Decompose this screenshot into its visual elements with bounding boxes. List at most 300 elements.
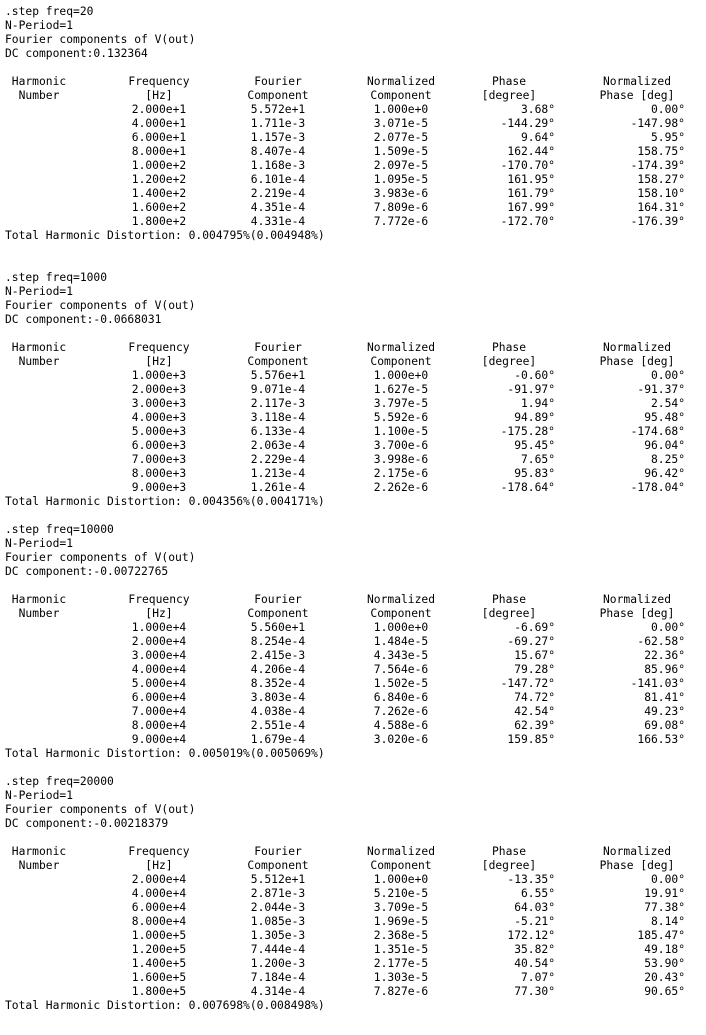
- n-period-line: N-Period=1: [5, 537, 74, 550]
- cell-four: 2.044e-3: [250, 901, 306, 914]
- cell-nph: -174.39°: [630, 159, 685, 172]
- header-four: Fourier: [254, 593, 302, 606]
- cell-freq: 1.200e+5: [131, 943, 187, 956]
- cell-four: 1.157e-3: [250, 131, 306, 144]
- cell-norm: 5.592e-6: [373, 411, 429, 424]
- header-num: Harmonic: [11, 75, 67, 88]
- cell-freq: 6.000e+4: [131, 901, 187, 914]
- cell-nph: 53.90°: [644, 957, 685, 970]
- table-row: [5, 131, 705, 145]
- table-row: [5, 187, 705, 201]
- header-freq: Frequency: [128, 341, 190, 354]
- header-num: Number: [18, 89, 60, 102]
- cell-nph: 2.54°: [650, 397, 685, 410]
- cell-four: 9.071e-4: [250, 383, 306, 396]
- cell-nph: -176.39°: [630, 215, 685, 228]
- cell-nph: 69.08°: [644, 719, 685, 732]
- dc-component-line: DC component:-0.0668031: [5, 313, 162, 326]
- cell-ph: 94.89°: [514, 411, 555, 424]
- cell-ph: -13.35°: [507, 873, 555, 886]
- table-row: [5, 481, 705, 495]
- header-nph: Phase [deg]: [599, 89, 675, 102]
- header-four: Fourier: [254, 845, 302, 858]
- n-period-line: N-Period=1: [5, 789, 74, 802]
- cell-ph: 79.28°: [514, 663, 555, 676]
- step-section: [5, 271, 705, 523]
- spacer: [5, 831, 705, 845]
- cell-norm: 1.509e-5: [373, 145, 429, 158]
- cell-nph: 0.00°: [650, 369, 685, 382]
- cell-four: 2.229e-4: [250, 453, 306, 466]
- cell-ph: 3.68°: [520, 103, 555, 116]
- table-row: [5, 677, 705, 691]
- cell-norm: 1.502e-5: [373, 677, 429, 690]
- cell-norm: 1.627e-5: [373, 383, 429, 396]
- header-freq: [Hz]: [145, 355, 173, 368]
- cell-ph: 161.95°: [507, 173, 555, 186]
- header-nph: Normalized: [602, 593, 671, 606]
- cell-norm: 2.097e-5: [373, 159, 429, 172]
- cell-four: 1.213e-4: [250, 467, 306, 480]
- cell-four: 2.871e-3: [250, 887, 306, 900]
- cell-nph: 0.00°: [650, 103, 685, 116]
- header-norm: Normalized: [366, 593, 435, 606]
- table-row: [5, 929, 705, 943]
- cell-four: 3.118e-4: [250, 411, 306, 424]
- cell-ph: 95.83°: [514, 467, 555, 480]
- cell-four: 6.101e-4: [250, 173, 306, 186]
- table-header-row: [5, 341, 705, 355]
- table-row: [5, 663, 705, 677]
- header-nph: Normalized: [602, 341, 671, 354]
- cell-nph: 96.04°: [644, 439, 685, 452]
- spacer: [5, 509, 705, 523]
- cell-freq: 4.000e+4: [131, 663, 187, 676]
- cell-norm: 2.368e-5: [373, 929, 429, 942]
- header-four: Component: [247, 89, 309, 102]
- header-num: Number: [18, 859, 60, 872]
- cell-four: 2.219e-4: [250, 187, 306, 200]
- cell-four: 5.576e+1: [250, 369, 306, 382]
- cell-four: 8.352e-4: [250, 677, 306, 690]
- cell-norm: 5.210e-5: [373, 887, 429, 900]
- header-norm: Component: [370, 859, 432, 872]
- cell-freq: 6.000e+1: [131, 131, 187, 144]
- cell-ph: 167.99°: [507, 201, 555, 214]
- cell-norm: 1.000e+0: [373, 369, 429, 382]
- cell-nph: 8.14°: [650, 915, 685, 928]
- cell-ph: 6.55°: [520, 887, 555, 900]
- cell-four: 1.168e-3: [250, 159, 306, 172]
- cell-nph: -178.04°: [630, 481, 685, 494]
- table-row: [5, 985, 705, 999]
- cell-four: 4.351e-4: [250, 201, 306, 214]
- cell-freq: 8.000e+3: [131, 467, 187, 480]
- cell-norm: 1.484e-5: [373, 635, 429, 648]
- cell-freq: 2.000e+4: [131, 873, 187, 886]
- header-nph: Phase [deg]: [599, 607, 675, 620]
- cell-freq: 2.000e+3: [131, 383, 187, 396]
- table-row: [5, 159, 705, 173]
- table-row: [5, 425, 705, 439]
- cell-norm: 2.262e-6: [373, 481, 429, 494]
- cell-freq: 7.000e+3: [131, 453, 187, 466]
- step-line: .step freq=20000: [5, 775, 114, 788]
- header-norm: Normalized: [366, 845, 435, 858]
- thd-line: Total Harmonic Distortion: 0.007698%(0.008498%): [5, 999, 325, 1012]
- table-row: [5, 971, 705, 985]
- cell-nph: 90.65°: [644, 985, 685, 998]
- n-period-line: N-Period=1: [5, 19, 74, 32]
- cell-freq: 1.200e+2: [131, 173, 187, 186]
- header-freq: [Hz]: [145, 89, 173, 102]
- cell-freq: 4.000e+1: [131, 117, 187, 130]
- header-four: Component: [247, 859, 309, 872]
- cell-four: 4.331e-4: [250, 215, 306, 228]
- cell-nph: 8.25°: [650, 453, 685, 466]
- header-freq: [Hz]: [145, 607, 173, 620]
- header-ph: Phase: [491, 845, 526, 858]
- cell-ph: -172.70°: [500, 215, 555, 228]
- cell-four: 5.512e+1: [250, 873, 306, 886]
- cell-nph: 20.43°: [644, 971, 685, 984]
- cell-nph: 0.00°: [650, 621, 685, 634]
- cell-nph: 19.91°: [644, 887, 685, 900]
- header-ph: [degree]: [481, 859, 537, 872]
- table-header-row: [5, 75, 705, 89]
- header-four: Fourier: [254, 75, 302, 88]
- cell-freq: 5.000e+4: [131, 677, 187, 690]
- table-row: [5, 201, 705, 215]
- cell-freq: 5.000e+3: [131, 425, 187, 438]
- thd-line: Total Harmonic Distortion: 0.005019%(0.005069%): [5, 747, 325, 760]
- cell-nph: 158.27°: [637, 173, 685, 186]
- fourier-output-log: [5, 5, 705, 1013]
- fourier-title-line: Fourier components of V(out): [5, 299, 196, 312]
- cell-freq: 2.000e+4: [131, 635, 187, 648]
- fourier-title-line: Fourier components of V(out): [5, 803, 196, 816]
- header-norm: Normalized: [366, 341, 435, 354]
- cell-four: 1.200e-3: [250, 957, 306, 970]
- header-nph: Normalized: [602, 75, 671, 88]
- cell-freq: 9.000e+4: [131, 733, 187, 746]
- table-row: [5, 383, 705, 397]
- cell-freq: 4.000e+3: [131, 411, 187, 424]
- table-row: [5, 943, 705, 957]
- step-line: .step freq=10000: [5, 523, 114, 536]
- cell-norm: 7.827e-6: [373, 985, 429, 998]
- table-row: [5, 117, 705, 131]
- thd-line: Total Harmonic Distortion: 0.004356%(0.004171%): [5, 495, 325, 508]
- cell-nph: 166.53°: [637, 733, 685, 746]
- step-line: .step freq=20: [5, 5, 94, 18]
- header-norm: Component: [370, 355, 432, 368]
- table-row: [5, 467, 705, 481]
- cell-norm: 3.071e-5: [373, 117, 429, 130]
- spacer: [5, 61, 705, 75]
- table-row: [5, 957, 705, 971]
- header-ph: [degree]: [481, 89, 537, 102]
- table-header-row: [5, 859, 705, 873]
- cell-freq: 1.400e+5: [131, 957, 187, 970]
- cell-norm: 1.351e-5: [373, 943, 429, 956]
- header-norm: Component: [370, 607, 432, 620]
- cell-norm: 1.095e-5: [373, 173, 429, 186]
- cell-norm: 3.797e-5: [373, 397, 429, 410]
- header-nph: Phase [deg]: [599, 355, 675, 368]
- table-row: [5, 453, 705, 467]
- dc-component-line: DC component:0.132364: [5, 47, 148, 60]
- cell-freq: 8.000e+1: [131, 145, 187, 158]
- table-header-row: [5, 355, 705, 369]
- table-header-row: [5, 593, 705, 607]
- cell-norm: 4.343e-5: [373, 649, 429, 662]
- cell-freq: 4.000e+4: [131, 887, 187, 900]
- cell-freq: 1.400e+2: [131, 187, 187, 200]
- cell-norm: 2.175e-6: [373, 467, 429, 480]
- cell-four: 7.444e-4: [250, 943, 306, 956]
- header-nph: Normalized: [602, 845, 671, 858]
- cell-ph: -144.29°: [500, 117, 555, 130]
- cell-four: 4.206e-4: [250, 663, 306, 676]
- header-freq: Frequency: [128, 75, 190, 88]
- table-row: [5, 649, 705, 663]
- header-norm: Normalized: [366, 75, 435, 88]
- cell-nph: 158.10°: [637, 187, 685, 200]
- dc-component-line: DC component:-0.00722765: [5, 565, 169, 578]
- table-row: [5, 145, 705, 159]
- table-row: [5, 915, 705, 929]
- cell-freq: 1.000e+4: [131, 621, 187, 634]
- cell-nph: -141.03°: [630, 677, 685, 690]
- cell-nph: -174.68°: [630, 425, 685, 438]
- cell-nph: 164.31°: [637, 201, 685, 214]
- cell-ph: -6.69°: [514, 621, 555, 634]
- header-ph: [degree]: [481, 355, 537, 368]
- cell-norm: 4.588e-6: [373, 719, 429, 732]
- cell-four: 5.560e+1: [250, 621, 306, 634]
- cell-norm: 1.303e-5: [373, 971, 429, 984]
- cell-norm: 3.983e-6: [373, 187, 429, 200]
- cell-ph: -5.21°: [514, 915, 555, 928]
- cell-ph: 35.82°: [514, 943, 555, 956]
- cell-norm: 3.700e-6: [373, 439, 429, 452]
- cell-freq: 3.000e+4: [131, 649, 187, 662]
- cell-freq: 1.800e+2: [131, 215, 187, 228]
- cell-nph: -147.98°: [630, 117, 685, 130]
- thd-line: Total Harmonic Distortion: 0.004795%(0.004948%): [5, 229, 325, 242]
- cell-ph: 161.79°: [507, 187, 555, 200]
- step-section: [5, 5, 705, 271]
- cell-freq: 3.000e+3: [131, 397, 187, 410]
- cell-four: 1.679e-4: [250, 733, 306, 746]
- cell-four: 8.254e-4: [250, 635, 306, 648]
- cell-nph: 185.47°: [637, 929, 685, 942]
- cell-freq: 1.600e+2: [131, 201, 187, 214]
- cell-four: 5.572e+1: [250, 103, 306, 116]
- cell-nph: 0.00°: [650, 873, 685, 886]
- table-row: [5, 635, 705, 649]
- cell-nph: -91.37°: [637, 383, 685, 396]
- table-row: [5, 173, 705, 187]
- cell-four: 4.038e-4: [250, 705, 306, 718]
- header-ph: Phase: [491, 75, 526, 88]
- cell-nph: -62.58°: [637, 635, 685, 648]
- header-four: Component: [247, 607, 309, 620]
- cell-norm: 7.564e-6: [373, 663, 429, 676]
- cell-ph: 15.67°: [514, 649, 555, 662]
- cell-freq: 7.000e+4: [131, 705, 187, 718]
- header-num: Number: [18, 607, 60, 620]
- table-row: [5, 901, 705, 915]
- table-header-row: [5, 89, 705, 103]
- cell-norm: 1.969e-5: [373, 915, 429, 928]
- spacer: [5, 327, 705, 341]
- cell-nph: 49.18°: [644, 943, 685, 956]
- cell-four: 8.407e-4: [250, 145, 306, 158]
- spacer: [5, 761, 705, 775]
- cell-nph: 22.36°: [644, 649, 685, 662]
- cell-ph: 77.30°: [514, 985, 555, 998]
- cell-ph: 7.65°: [520, 453, 555, 466]
- cell-ph: -69.27°: [507, 635, 555, 648]
- cell-nph: 85.96°: [644, 663, 685, 676]
- cell-norm: 2.177e-5: [373, 957, 429, 970]
- header-ph: Phase: [491, 341, 526, 354]
- cell-ph: 159.85°: [507, 733, 555, 746]
- cell-ph: -175.28°: [500, 425, 555, 438]
- table-row: [5, 621, 705, 635]
- cell-freq: 9.000e+3: [131, 481, 187, 494]
- cell-freq: 2.000e+1: [131, 103, 187, 116]
- cell-four: 3.803e-4: [250, 691, 306, 704]
- cell-ph: 40.54°: [514, 957, 555, 970]
- fourier-title-line: Fourier components of V(out): [5, 33, 196, 46]
- cell-freq: 1.600e+5: [131, 971, 187, 984]
- cell-ph: -91.97°: [507, 383, 555, 396]
- cell-freq: 1.000e+5: [131, 929, 187, 942]
- header-num: Number: [18, 355, 60, 368]
- cell-norm: 3.709e-5: [373, 901, 429, 914]
- cell-four: 2.415e-3: [250, 649, 306, 662]
- table-row: [5, 397, 705, 411]
- table-row: [5, 103, 705, 117]
- step-section: [5, 523, 705, 775]
- header-num: Harmonic: [11, 845, 67, 858]
- cell-four: 7.184e-4: [250, 971, 306, 984]
- cell-freq: 1.800e+5: [131, 985, 187, 998]
- table-row: [5, 215, 705, 229]
- cell-nph: 158.75°: [637, 145, 685, 158]
- cell-norm: 2.077e-5: [373, 131, 429, 144]
- cell-nph: 49.23°: [644, 705, 685, 718]
- cell-ph: 95.45°: [514, 439, 555, 452]
- cell-norm: 3.020e-6: [373, 733, 429, 746]
- cell-ph: 62.39°: [514, 719, 555, 732]
- table-row: [5, 439, 705, 453]
- cell-four: 1.261e-4: [250, 481, 306, 494]
- cell-norm: 6.840e-6: [373, 691, 429, 704]
- cell-four: 1.305e-3: [250, 929, 306, 942]
- cell-norm: 1.000e+0: [373, 621, 429, 634]
- cell-norm: 1.000e+0: [373, 103, 429, 116]
- cell-freq: 6.000e+3: [131, 439, 187, 452]
- table-header-row: [5, 845, 705, 859]
- n-period-line: N-Period=1: [5, 285, 74, 298]
- cell-norm: 1.100e-5: [373, 425, 429, 438]
- dc-component-line: DC component:-0.00218379: [5, 817, 169, 830]
- cell-four: 2.063e-4: [250, 439, 306, 452]
- cell-ph: 162.44°: [507, 145, 555, 158]
- header-freq: Frequency: [128, 845, 190, 858]
- cell-four: 2.117e-3: [250, 397, 306, 410]
- cell-ph: -0.60°: [514, 369, 555, 382]
- cell-norm: 7.262e-6: [373, 705, 429, 718]
- fourier-title-line: Fourier components of V(out): [5, 551, 196, 564]
- cell-norm: 3.998e-6: [373, 453, 429, 466]
- header-num: Harmonic: [11, 593, 67, 606]
- header-four: Component: [247, 355, 309, 368]
- cell-freq: 8.000e+4: [131, 915, 187, 928]
- cell-four: 2.551e-4: [250, 719, 306, 732]
- header-freq: [Hz]: [145, 859, 173, 872]
- cell-norm: 7.809e-6: [373, 201, 429, 214]
- header-num: Harmonic: [11, 341, 67, 354]
- cell-norm: 1.000e+0: [373, 873, 429, 886]
- cell-ph: -170.70°: [500, 159, 555, 172]
- cell-ph: -178.64°: [500, 481, 555, 494]
- header-freq: Frequency: [128, 593, 190, 606]
- cell-four: 1.085e-3: [250, 915, 306, 928]
- table-row: [5, 873, 705, 887]
- cell-nph: 95.48°: [644, 411, 685, 424]
- table-row: [5, 369, 705, 383]
- header-nph: Phase [deg]: [599, 859, 675, 872]
- cell-freq: 1.000e+2: [131, 159, 187, 172]
- cell-four: 1.711e-3: [250, 117, 306, 130]
- cell-four: 6.133e-4: [250, 425, 306, 438]
- spacer: [5, 579, 705, 593]
- cell-ph: 172.12°: [507, 929, 555, 942]
- table-row: [5, 705, 705, 719]
- cell-nph: 5.95°: [650, 131, 685, 144]
- header-ph: [degree]: [481, 607, 537, 620]
- cell-freq: 1.000e+3: [131, 369, 187, 382]
- cell-freq: 8.000e+4: [131, 719, 187, 732]
- cell-nph: 77.38°: [644, 901, 685, 914]
- cell-ph: 1.94°: [520, 397, 555, 410]
- cell-ph: 42.54°: [514, 705, 555, 718]
- step-line: .step freq=1000: [5, 271, 108, 284]
- cell-ph: -147.72°: [500, 677, 555, 690]
- table-row: [5, 691, 705, 705]
- table-header-row: [5, 607, 705, 621]
- table-row: [5, 733, 705, 747]
- cell-ph: 74.72°: [514, 691, 555, 704]
- cell-nph: 96.42°: [644, 467, 685, 480]
- header-four: Fourier: [254, 341, 302, 354]
- cell-freq: 6.000e+4: [131, 691, 187, 704]
- cell-nph: 81.41°: [644, 691, 685, 704]
- cell-four: 4.314e-4: [250, 985, 306, 998]
- spacer: [5, 243, 705, 271]
- header-ph: Phase: [491, 593, 526, 606]
- cell-norm: 7.772e-6: [373, 215, 429, 228]
- step-section: [5, 775, 705, 1013]
- header-norm: Component: [370, 89, 432, 102]
- table-row: [5, 719, 705, 733]
- table-row: [5, 411, 705, 425]
